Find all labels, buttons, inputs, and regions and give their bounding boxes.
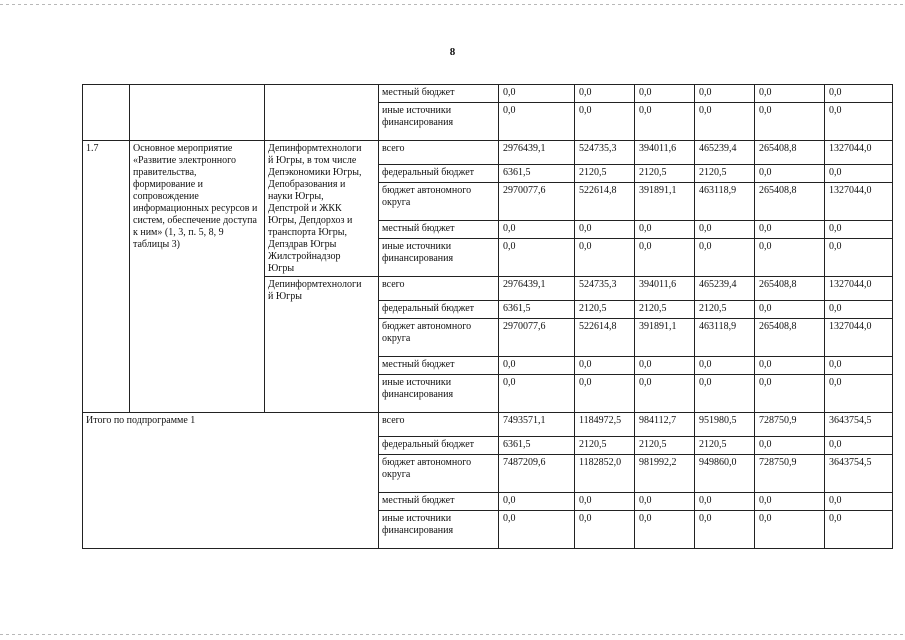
value-cell: 0,0 [499,221,575,239]
value-cell: 522614,8 [575,319,635,357]
value-cell: 2120,5 [635,165,695,183]
source-cell: местный бюджет [379,493,499,511]
value-cell: 0,0 [755,493,825,511]
source-cell: бюджет автономного округа [379,455,499,493]
value-cell: 2976439,1 [499,141,575,165]
value-cell: 0,0 [635,85,695,103]
source-cell: федеральный бюджет [379,165,499,183]
source-cell: иные источники финансирования [379,103,499,141]
activity-description: Основное мероприятие «Развитие электронного правительства, формирование и сопровождение информационных ресурсов и систем, обеспечение доступа к ним» (1, 3, п. 5, 8, 9 таблицы 3) [130,141,265,413]
value-cell: 465239,4 [695,141,755,165]
scan-top-edge [0,4,905,5]
value-cell: 465239,4 [695,277,755,301]
value-cell: 0,0 [575,493,635,511]
value-cell: 0,0 [575,221,635,239]
value-cell: 0,0 [825,437,893,455]
value-cell: 0,0 [755,301,825,319]
value-cell: 0,0 [575,85,635,103]
source-cell: бюджет автономного округа [379,183,499,221]
value-cell: 0,0 [755,357,825,375]
value-cell: 3643754,5 [825,455,893,493]
value-cell: 0,0 [499,103,575,141]
value-cell: 0,0 [635,103,695,141]
value-cell: 0,0 [825,493,893,511]
source-cell: местный бюджет [379,221,499,239]
value-cell: 0,0 [499,239,575,277]
value-cell: 0,0 [635,239,695,277]
value-cell: 391891,1 [635,319,695,357]
financing-table [82,84,893,549]
value-cell: 463118,9 [695,183,755,221]
value-cell: 265408,8 [755,141,825,165]
value-cell: 0,0 [755,375,825,413]
source-cell: федеральный бюджет [379,301,499,319]
item-number: 1.7 [83,141,130,413]
value-cell: 0,0 [575,239,635,277]
value-cell: 6361,5 [499,301,575,319]
source-cell: местный бюджет [379,357,499,375]
value-cell: 0,0 [635,511,695,549]
value-cell: 0,0 [635,493,695,511]
value-cell: 728750,9 [755,413,825,437]
value-cell: 7493571,1 [499,413,575,437]
value-cell: 265408,8 [755,277,825,301]
value-cell: 1327044,0 [825,277,893,301]
source-cell: всего [379,413,499,437]
subtotal-label: Итого по подпрограмме 1 [83,413,379,549]
source-cell: иные источники финансирования [379,375,499,413]
source-cell: иные источники финансирования [379,239,499,277]
value-cell: 2120,5 [575,437,635,455]
source-cell: федеральный бюджет [379,437,499,455]
value-cell: 1327044,0 [825,319,893,357]
value-cell: 0,0 [695,493,755,511]
value-cell: 0,0 [695,375,755,413]
value-cell: 2970077,6 [499,183,575,221]
value-cell: 2120,5 [635,301,695,319]
value-cell: 0,0 [575,511,635,549]
value-cell: 0,0 [695,85,755,103]
value-cell: 0,0 [499,511,575,549]
value-cell: 1327044,0 [825,141,893,165]
value-cell: 0,0 [499,357,575,375]
value-cell: 2976439,1 [499,277,575,301]
value-cell: 265408,8 [755,183,825,221]
value-cell: 0,0 [635,375,695,413]
value-cell: 2120,5 [575,301,635,319]
value-cell: 6361,5 [499,437,575,455]
value-cell: 0,0 [825,357,893,375]
source-cell: всего [379,141,499,165]
value-cell: 2120,5 [695,301,755,319]
value-cell: 981992,2 [635,455,695,493]
value-cell: 0,0 [695,221,755,239]
table-row [83,413,893,437]
value-cell: 951980,5 [695,413,755,437]
value-cell: 984112,7 [635,413,695,437]
value-cell: 0,0 [825,85,893,103]
source-cell: всего [379,277,499,301]
value-cell: 728750,9 [755,455,825,493]
value-cell: 0,0 [499,493,575,511]
value-cell: 0,0 [575,375,635,413]
value-cell: 6361,5 [499,165,575,183]
value-cell: 394011,6 [635,277,695,301]
value-cell: 0,0 [575,103,635,141]
table-row [83,141,893,165]
value-cell: 391891,1 [635,183,695,221]
value-cell: 0,0 [755,85,825,103]
value-cell: 7487209,6 [499,455,575,493]
value-cell: 0,0 [635,221,695,239]
value-cell: 1182852,0 [575,455,635,493]
value-cell: 0,0 [755,103,825,141]
value-cell: 524735,3 [575,277,635,301]
value-cell: 2970077,6 [499,319,575,357]
value-cell: 0,0 [825,375,893,413]
value-cell: 524735,3 [575,141,635,165]
executor-main: Депинформтехнологи й Югры [265,277,379,413]
value-cell: 0,0 [755,221,825,239]
executor-all: Депинформтехнологи й Югры, в том числе Депэкономики Югры, Депобразования и науки Югры, Депстрой и ЖКК Югры, Депдорхоз и транспорта Югры, Депздрав Югры Жилстройнадзор Югры [265,141,379,277]
value-cell: 0,0 [575,357,635,375]
value-cell: 0,0 [695,103,755,141]
blank-executor-cell [265,85,379,141]
value-cell: 0,0 [755,437,825,455]
value-cell: 0,0 [695,239,755,277]
value-cell: 394011,6 [635,141,695,165]
source-cell: бюджет автономного округа [379,319,499,357]
value-cell: 265408,8 [755,319,825,357]
value-cell: 0,0 [825,165,893,183]
value-cell: 0,0 [499,375,575,413]
value-cell: 0,0 [635,357,695,375]
value-cell: 0,0 [755,239,825,277]
value-cell: 0,0 [825,239,893,277]
value-cell: 1184972,5 [575,413,635,437]
value-cell: 0,0 [695,357,755,375]
scan-bottom-edge [0,634,905,635]
value-cell: 2120,5 [695,437,755,455]
value-cell: 0,0 [755,511,825,549]
value-cell: 2120,5 [575,165,635,183]
value-cell: 0,0 [825,301,893,319]
value-cell: 0,0 [825,221,893,239]
blank-number-cell [83,85,130,141]
value-cell: 949860,0 [695,455,755,493]
blank-activity-cell [130,85,265,141]
value-cell: 463118,9 [695,319,755,357]
value-cell: 0,0 [825,511,893,549]
value-cell: 1327044,0 [825,183,893,221]
value-cell: 0,0 [499,85,575,103]
source-cell: местный бюджет [379,85,499,103]
page-number: 8 [449,46,456,58]
table-row [83,85,893,103]
source-cell: иные источники финансирования [379,511,499,549]
value-cell: 522614,8 [575,183,635,221]
value-cell: 3643754,5 [825,413,893,437]
value-cell: 0,0 [825,103,893,141]
value-cell: 2120,5 [695,165,755,183]
value-cell: 0,0 [695,511,755,549]
value-cell: 0,0 [755,165,825,183]
value-cell: 2120,5 [635,437,695,455]
